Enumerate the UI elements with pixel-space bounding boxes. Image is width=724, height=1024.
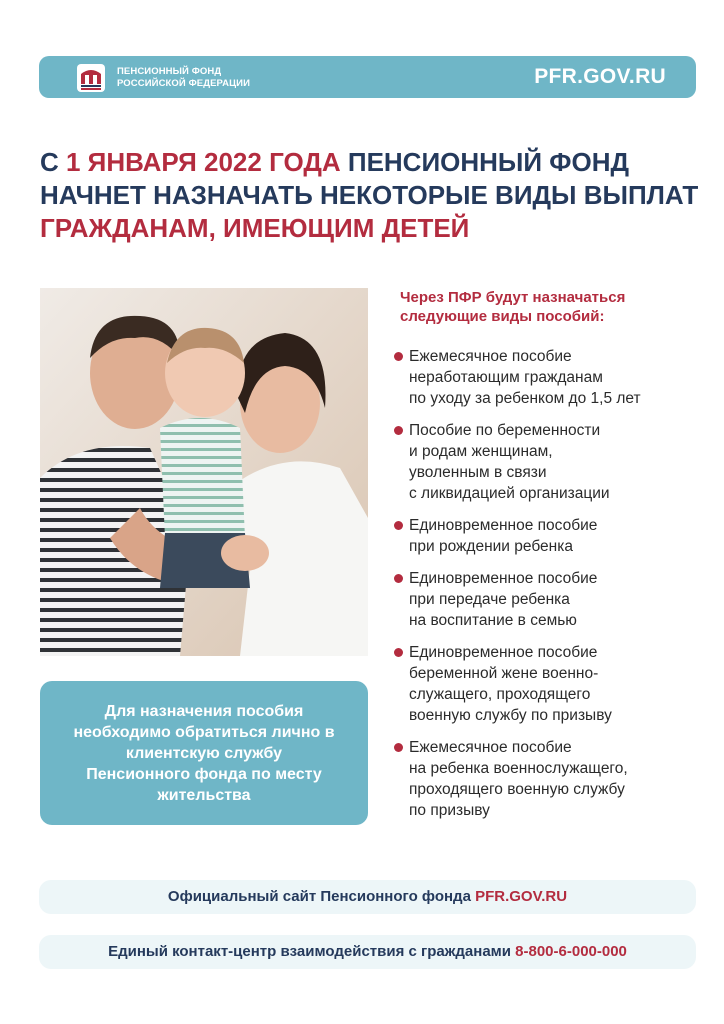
benefit-item: [392, 642, 712, 726]
family-photo: [40, 288, 368, 656]
benefits-column: [392, 288, 712, 832]
benefit-item: [392, 737, 712, 821]
headline-part-2: ПЕНСИОННЫЙ ФОНД НАЧНЕТ НАЗНАЧАТЬ НЕКОТОРЫЕ ВИДЫ ВЫПЛАТ: [40, 147, 699, 210]
logo-line-2: РОССИЙСКОЙ ФЕДЕРАЦИИ: [117, 78, 251, 89]
benefit-item: [392, 420, 712, 504]
info-box: Для назначения пособия необходимо обратиться лично в клиентскую службу Пенсионного фонда по месту жительства: [40, 681, 368, 825]
pfr-logo-icon: [75, 62, 107, 94]
bullet-icon: [394, 743, 403, 752]
benefits-intro-line-2: следующие виды пособий:: [400, 308, 605, 325]
header-bar: [39, 56, 696, 98]
benefit-text: Единовременное пособие беременной жене военно- служащего, проходящего военную службу по призыву: [409, 644, 612, 724]
headline-audience: ГРАЖДАНАМ, ИМЕЮЩИМ ДЕТЕЙ: [40, 213, 470, 243]
footer-website-text: Официальный сайт Пенсионного фонда: [167, 888, 476, 905]
logo-text: [117, 66, 250, 90]
footer-website: [39, 880, 696, 914]
bullet-icon: [394, 352, 403, 361]
footer-phone[interactable]: 8-800-6-000-000: [515, 943, 627, 960]
bullet-icon: [394, 521, 403, 530]
benefits-intro: [400, 288, 712, 326]
benefit-text: Единовременное пособие при передаче ребенка на воспитание в семью: [409, 570, 598, 629]
benefit-item: [392, 568, 712, 631]
bullet-icon: [394, 574, 403, 583]
logo-line-1: ПЕНСИОННЫЙ ФОНД: [117, 66, 222, 77]
footer-website-link[interactable]: PFR.GOV.RU: [475, 888, 568, 905]
benefit-text: Ежемесячное пособие неработающим гражданам по уходу за ребенком до 1,5 лет: [409, 348, 641, 407]
headline: [40, 146, 710, 245]
benefit-text: Ежемесячное пособие на ребенка военнослужащего, проходящего военную службу по призыву: [409, 739, 628, 819]
footer-contact: [39, 935, 696, 969]
benefit-text: Пособие по беременности и родам женщинам, уволенным в связи с ликвидацией организации: [409, 422, 610, 502]
footer-contact-text: Единый контакт-центр взаимодействия с гражданами: [108, 943, 516, 960]
benefits-intro-line-1: Через ПФР будут назначаться: [400, 289, 626, 306]
benefit-item: [392, 515, 712, 557]
headline-part-1: С: [40, 147, 66, 177]
benefit-item: [392, 346, 712, 409]
family-photo-illustration: [40, 288, 368, 656]
bullet-icon: [394, 426, 403, 435]
benefits-list: [392, 346, 712, 821]
benefit-text: Единовременное пособие при рождении ребенка: [409, 517, 598, 555]
bullet-icon: [394, 648, 403, 657]
headline-date: 1 ЯНВАРЯ 2022 ГОДА: [66, 147, 341, 177]
header-site-link[interactable]: PFR.GOV.RU: [534, 65, 666, 88]
